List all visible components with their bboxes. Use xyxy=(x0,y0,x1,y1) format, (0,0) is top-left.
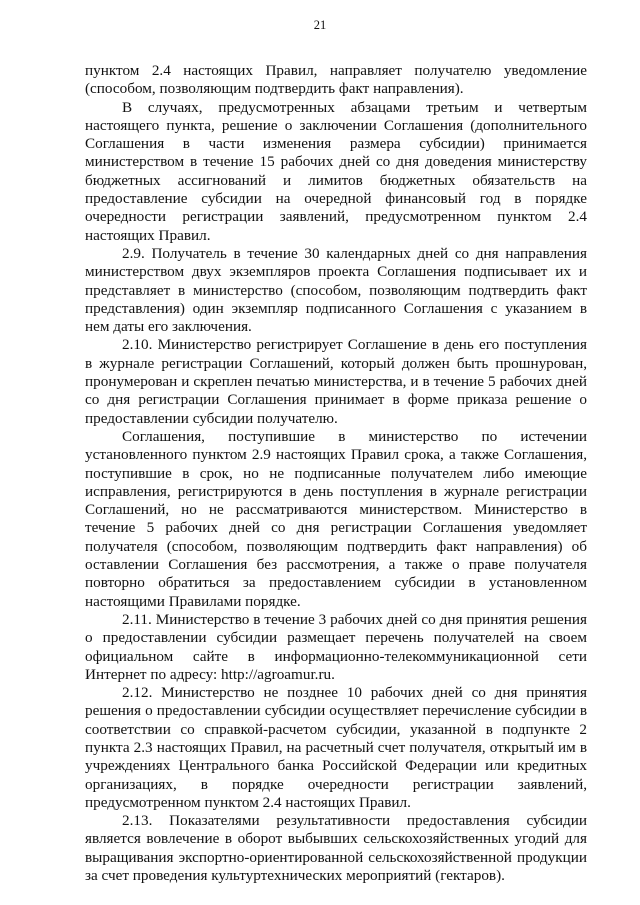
paragraph-cases: В случаях, предусмотренных абзацами третьим и четвертым настоящего пункта, решение о заключении Соглашения (дополнительного Соглашения в части изменения размера субсидии) принимается министерством в течение 15 рабочих дней со дня доведения министерству бюджетных ассигнований и лимитов бюджетных обязательств на предоставление субсидии на очередной финансовый год в порядке очередности регистрации заявлений, предусмотренном пунктом 2.4 настоящих Правил. xyxy=(85,98,587,244)
page-number: 21 xyxy=(313,18,327,32)
paragraph-2-9: 2.9. Получатель в течение 30 календарных дней со дня направления министерством двух экземпляров проекта Соглашения подписывает их и представляет в министерство (способом, позволяющим подтвердить факт представления) один экземпляр подписанного Соглашения с указанием в нем даты его заключения. xyxy=(85,244,587,336)
paragraph-2-12: 2.12. Министерство не позднее 10 рабочих дней со дня принятия решения о предоставлении субсидии осуществляет перечисление субсидии в соответствии со справкой-расчетом субсидии, указанной в подпункте 2 пункта 2.3 настоящих Правил, на расчетный счет получателя, открытый им в учреждениях Центрального банка Российской Федерации или кредитных организациях, в порядке очередности регистрации заявлений, предусмотренном пунктом 2.4 настоящих Правил. xyxy=(85,684,587,811)
paragraph-agreements-late: Соглашения, поступившие в министерство по истечении установленного пунктом 2.9 настоящих Правил срока, а также Соглашения, поступившие в срок, но не подписанные получателем либо имеющие исправления, регистрируются в день поступления в журнале регистрации Соглашений, но не рассматриваются министерством. Министерство в течение 5 рабочих дней со дня регистрации Соглашения уведомляет получателя (способом, позволяющим подтвердить факт направления) об оставлении Соглашения без рассмотрения, а также о праве получателя повторно обратиться за предоставлением субсидии в установленном настоящими Правилами порядке. xyxy=(85,427,587,610)
paragraph-continuation: пунктом 2.4 настоящих Правил, направляет получателю уведомление (способом, позволяющим подтвердить факт направления). xyxy=(85,62,587,98)
paragraph-2-10: 2.10. Министерство регистрирует Соглашение в день его поступления в журнале регистрации Соглашений, который должен быть прошнурован, пронумерован и скреплен печатью министерства, и в течение 5 рабочих дней со дня регистрации Соглашения принимает в форме приказа решение о предоставлении субсидии получателю. xyxy=(85,336,587,427)
document-body xyxy=(85,62,587,885)
paragraph-2-13: 2.13. Показателями результативности предоставления субсидии является вовлечение в оборот выбывших сельскохозяйственных угодий для выращивания экспортно-ориентированной сельскохозяйственной продукции за счет проведения культуртехнических мероприятий (гектаров). xyxy=(85,812,587,885)
paragraph-2-11: 2.11. Министерство в течение 3 рабочих дней со дня принятия решения о предоставлении субсидии размещает перечень получателей на своем официальном сайте в информационно-телекоммуникационной сети Интернет по адресу: http://agroamur.ru. xyxy=(85,610,587,683)
